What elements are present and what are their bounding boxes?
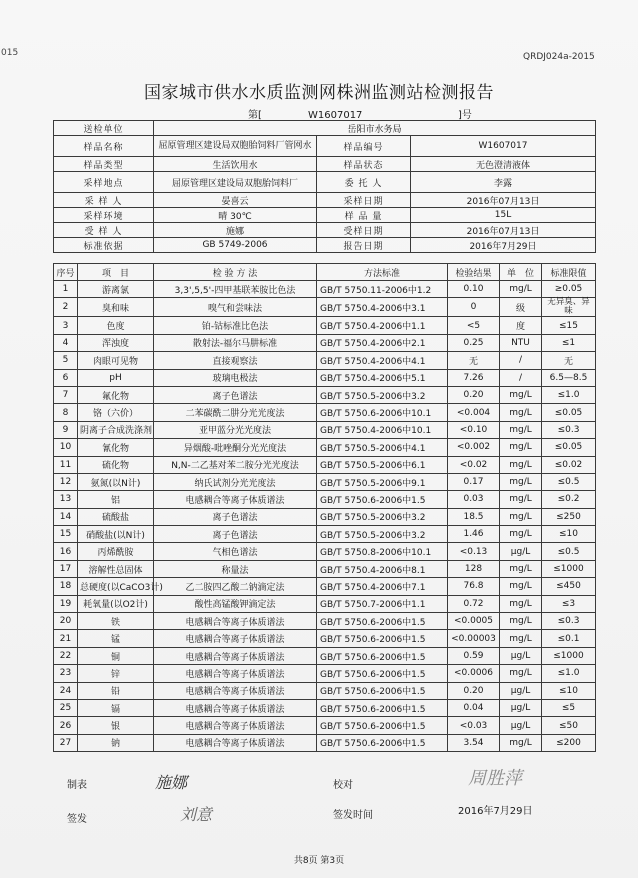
row-std: GB/T 5750.4-2006中8.1 <box>317 560 448 577</box>
table-row <box>54 682 596 699</box>
table-row <box>54 595 596 612</box>
row-unit: mg/L <box>500 595 542 612</box>
report-title: 国家城市供水水质监测网株洲监测站检测报告 <box>144 83 494 103</box>
row-result: <0.0006 <box>448 665 500 682</box>
table-row <box>54 456 596 473</box>
row-limit: ≤1 <box>542 334 596 351</box>
sampler-value: 晏喜云 <box>154 193 317 208</box>
row-limit: ≤0.1 <box>542 630 596 647</box>
sample-name-label: 样品名称 <box>54 136 154 157</box>
table-row <box>54 491 596 508</box>
row-limit: 无异臭、异味 <box>542 298 596 317</box>
header-limit: 标准限值 <box>542 264 596 281</box>
row-no: 3 <box>54 317 78 334</box>
row-item: 铝 <box>78 491 154 508</box>
prepared-signature: 施娜 <box>155 773 188 792</box>
env-value: 晴 30℃ <box>154 208 317 223</box>
table-row <box>54 630 596 647</box>
table-row <box>54 613 596 630</box>
row-unit: mg/L <box>500 404 542 421</box>
row-method: 电感耦合等离子体质谱法 <box>154 699 317 716</box>
row-limit: ≤450 <box>542 578 596 595</box>
row-method: 离子色谱法 <box>154 526 317 543</box>
row-no: 8 <box>54 404 78 421</box>
row-no: 22 <box>54 647 78 664</box>
table-row <box>54 526 596 543</box>
row-limit: 无 <box>542 352 596 369</box>
row-std: GB/T 5750.6-2006中1.5 <box>317 613 448 630</box>
row-method: 电感耦合等离子体质谱法 <box>154 717 317 734</box>
row-result: 128 <box>448 560 500 577</box>
row-item: 丙烯酰胺 <box>78 543 154 560</box>
row-unit: mg/L <box>500 456 542 473</box>
row-limit: ≤0.02 <box>542 456 596 473</box>
row-std: GB/T 5750.6-2006中1.5 <box>317 647 448 664</box>
row-item: 镉 <box>78 699 154 716</box>
sample-no-label: 样品编号 <box>317 136 411 157</box>
row-std: GB/T 5750.4-2006中7.1 <box>317 578 448 595</box>
row-no: 26 <box>54 717 78 734</box>
checked-label: 校对 <box>333 780 353 791</box>
row-result: <0.10 <box>448 421 500 438</box>
row-no: 16 <box>54 543 78 560</box>
row-std: GB/T 5750.5-2006中3.2 <box>317 526 448 543</box>
header-std: 方法标准 <box>317 264 448 281</box>
env-label: 采样环境 <box>54 208 154 223</box>
row-method: 乙二胺四乙酸二钠滴定法 <box>154 578 317 595</box>
page-number: 共8页 第3页 <box>293 856 345 866</box>
row-item: 氟化物 <box>78 386 154 403</box>
row-unit: mg/L <box>500 439 542 456</box>
row-unit: / <box>500 369 542 386</box>
row-item: 铅 <box>78 682 154 699</box>
row-std: GB/T 5750.4-2006中2.1 <box>317 334 448 351</box>
row-std: GB/T 5750.4-2006中1.1 <box>317 317 448 334</box>
row-method: 异烟酸-吡唑酮分光光度法 <box>154 439 317 456</box>
reviewed-label: 签发 <box>67 814 87 825</box>
report-number <box>248 106 472 121</box>
row-unit: mg/L <box>500 578 542 595</box>
row-result: 18.5 <box>448 508 500 525</box>
row-method: 电感耦合等离子体质谱法 <box>154 682 317 699</box>
row-limit: ≤1.0 <box>542 386 596 403</box>
sample-state-label: 样品状态 <box>317 157 411 172</box>
qty-label: 样 品 量 <box>317 208 411 223</box>
row-unit: mg/L <box>500 560 542 577</box>
row-std: GB/T 5750.5-2006中6.1 <box>317 456 448 473</box>
row-limit: ≤5 <box>542 699 596 716</box>
row-unit: mg/L <box>500 421 542 438</box>
row-unit: mg/L <box>500 526 542 543</box>
row-std: GB/T 5750.6-2006中1.5 <box>317 734 448 751</box>
row-result: 3.54 <box>448 734 500 751</box>
sample-name-value: 屈原管理区建设局双胞胎饲料厂管网水 <box>154 136 317 157</box>
row-result: 0.20 <box>448 386 500 403</box>
row-unit: mg/L <box>500 665 542 682</box>
row-limit: ≤0.3 <box>542 421 596 438</box>
row-std: GB/T 5750.6-2006中1.5 <box>317 717 448 734</box>
row-item: 氨氮(以N计) <box>78 473 154 490</box>
row-result: <0.002 <box>448 439 500 456</box>
header-result: 检验结果 <box>448 264 500 281</box>
row-limit: ≤0.05 <box>542 404 596 421</box>
row-unit: μg/L <box>500 682 542 699</box>
row-method: 电感耦合等离子体质谱法 <box>154 491 317 508</box>
row-method: N,N-二乙基对苯二胺分光光度法 <box>154 456 317 473</box>
row-item: 总硬度(以CaCO3计) <box>78 578 154 595</box>
row-item: 肉眼可见物 <box>78 352 154 369</box>
row-unit: μg/L <box>500 717 542 734</box>
header-item: 项 目 <box>78 264 154 281</box>
table-row <box>54 421 596 438</box>
row-result: 无 <box>448 352 500 369</box>
row-result: <0.03 <box>448 717 500 734</box>
row-unit: mg/L <box>500 734 542 751</box>
row-result: 0.17 <box>448 473 500 490</box>
table-row <box>54 317 596 334</box>
row-std: GB/T 5750.6-2006中10.1 <box>317 404 448 421</box>
row-result: <0.13 <box>448 543 500 560</box>
row-item: 耗氧量(以O2计) <box>78 595 154 612</box>
table-row <box>54 699 596 716</box>
table-row <box>54 734 596 751</box>
row-method: 电感耦合等离子体质谱法 <box>154 647 317 664</box>
row-no: 10 <box>54 439 78 456</box>
row-no: 18 <box>54 578 78 595</box>
sample-state-value: 无色澄清液体 <box>411 157 596 172</box>
header-unit: 单 位 <box>500 264 542 281</box>
table-row <box>54 439 596 456</box>
row-result: 0.59 <box>448 647 500 664</box>
sample-type-value: 生活饮用水 <box>154 157 317 172</box>
sample-info-table <box>53 120 596 253</box>
row-unit: 度 <box>500 317 542 334</box>
table-row <box>54 543 596 560</box>
row-method: 电感耦合等离子体质谱法 <box>154 630 317 647</box>
report-date-label: 报告日期 <box>317 238 411 253</box>
row-limit: ≤1000 <box>542 647 596 664</box>
row-no: 21 <box>54 630 78 647</box>
row-item: 铁 <box>78 613 154 630</box>
row-item: pH <box>78 369 154 386</box>
row-item: 钠 <box>78 734 154 751</box>
table-row <box>54 578 596 595</box>
row-std: GB/T 5750.8-2006中10.1 <box>317 543 448 560</box>
receive-date-value: 2016年07月13日 <box>411 223 596 238</box>
row-result: <0.0005 <box>448 613 500 630</box>
row-no: 13 <box>54 491 78 508</box>
report-date-value: 2016年7月29日 <box>411 238 596 253</box>
row-std: GB/T 5750.6-2006中1.5 <box>317 665 448 682</box>
row-result: <5 <box>448 317 500 334</box>
row-no: 12 <box>54 473 78 490</box>
client-value: 李露 <box>411 172 596 193</box>
row-no: 23 <box>54 665 78 682</box>
receiver-value: 施娜 <box>154 223 317 238</box>
row-result: 0 <box>448 298 500 317</box>
row-limit: ≤0.5 <box>542 473 596 490</box>
row-limit: ≤0.2 <box>542 491 596 508</box>
row-std: GB/T 5750.5-2006中4.1 <box>317 439 448 456</box>
row-no: 27 <box>54 734 78 751</box>
site-value: 屈原管理区建设局双胞胎饲料厂 <box>154 172 317 193</box>
row-unit: mg/L <box>500 491 542 508</box>
row-method: 亚甲蓝分光光度法 <box>154 421 317 438</box>
row-method: 电感耦合等离子体质谱法 <box>154 734 317 751</box>
row-no: 5 <box>54 352 78 369</box>
row-limit: 6.5—8.5 <box>542 369 596 386</box>
header-method: 检 验 方 法 <box>154 264 317 281</box>
client-label: 委 托 人 <box>317 172 411 193</box>
row-no: 15 <box>54 526 78 543</box>
row-limit: ≤10 <box>542 526 596 543</box>
table-row <box>54 281 596 298</box>
row-item: 游离氯 <box>78 281 154 298</box>
row-method: 嗅气和尝味法 <box>154 298 317 317</box>
row-unit: μg/L <box>500 647 542 664</box>
row-limit: ≤0.5 <box>542 543 596 560</box>
row-std: GB/T 5750.6-2006中1.5 <box>317 699 448 716</box>
row-limit: ≤0.3 <box>542 613 596 630</box>
row-method: 电感耦合等离子体质谱法 <box>154 613 317 630</box>
row-std: GB/T 5750.4-2006中4.1 <box>317 352 448 369</box>
row-item: 锌 <box>78 665 154 682</box>
row-limit: ≤3 <box>542 595 596 612</box>
row-no: 4 <box>54 334 78 351</box>
row-std: GB/T 5750.5-2006中3.2 <box>317 508 448 525</box>
row-item: 浑浊度 <box>78 334 154 351</box>
table-row <box>54 473 596 490</box>
row-limit: ≤10 <box>542 682 596 699</box>
row-method: 散射法-福尔马肼标准 <box>154 334 317 351</box>
row-item: 阴离子合成洗涤剂 <box>78 421 154 438</box>
prepared-label: 制表 <box>67 780 87 791</box>
row-unit: mg/L <box>500 508 542 525</box>
row-limit: ≥0.05 <box>542 281 596 298</box>
row-unit: NTU <box>500 334 542 351</box>
row-std: GB/T 5750.4-2006中5.1 <box>317 369 448 386</box>
form-code: QRDJ024a-2015 <box>523 52 595 62</box>
table-row <box>54 352 596 369</box>
row-method: 离子色谱法 <box>154 508 317 525</box>
sample-date-label: 采样日期 <box>317 193 411 208</box>
row-result: 0.04 <box>448 699 500 716</box>
receive-date-label: 受样日期 <box>317 223 411 238</box>
row-unit: mg/L <box>500 630 542 647</box>
table-row <box>54 665 596 682</box>
row-limit: ≤250 <box>542 508 596 525</box>
row-method: 气相色谱法 <box>154 543 317 560</box>
row-std: GB/T 5750.7-2006中1.1 <box>317 595 448 612</box>
row-result: 0.25 <box>448 334 500 351</box>
row-limit: ≤1000 <box>542 560 596 577</box>
row-unit: mg/L <box>500 281 542 298</box>
row-limit: ≤50 <box>542 717 596 734</box>
row-no: 9 <box>54 421 78 438</box>
row-item: 臭和味 <box>78 298 154 317</box>
row-item: 溶解性总固体 <box>78 560 154 577</box>
table-row <box>54 508 596 525</box>
row-no: 14 <box>54 508 78 525</box>
table-row <box>54 334 596 351</box>
row-item: 色度 <box>78 317 154 334</box>
row-result: 0.20 <box>448 682 500 699</box>
results-header-row <box>54 264 596 281</box>
criteria-label: 标准依据 <box>54 238 154 253</box>
row-std: GB/T 5750.4-2006中10.1 <box>317 421 448 438</box>
checked-signature: 周胜萍 <box>468 768 522 789</box>
reviewed-signature: 刘意 <box>180 805 213 824</box>
row-item: 氰化物 <box>78 439 154 456</box>
row-no: 20 <box>54 613 78 630</box>
table-row <box>54 369 596 386</box>
row-limit: ≤200 <box>542 734 596 751</box>
row-no: 24 <box>54 682 78 699</box>
report-number-prefix: 第[ <box>248 110 262 121</box>
row-item: 硫酸盐 <box>78 508 154 525</box>
row-method: 称量法 <box>154 560 317 577</box>
row-no: 7 <box>54 386 78 403</box>
row-limit: ≤0.05 <box>542 439 596 456</box>
row-result: <0.00003 <box>448 630 500 647</box>
table-row <box>54 647 596 664</box>
table-row <box>54 404 596 421</box>
row-std: GB/T 5750.6-2006中1.5 <box>317 682 448 699</box>
row-limit: ≤15 <box>542 317 596 334</box>
row-unit: 级 <box>500 298 542 317</box>
table-row <box>54 386 596 403</box>
row-no: 17 <box>54 560 78 577</box>
row-result: <0.004 <box>448 404 500 421</box>
row-no: 6 <box>54 369 78 386</box>
header-no: 序号 <box>54 264 78 281</box>
row-item: 锰 <box>78 630 154 647</box>
row-result: <0.02 <box>448 456 500 473</box>
row-method: 酸性高锰酸钾滴定法 <box>154 595 317 612</box>
row-no: 19 <box>54 595 78 612</box>
results-table <box>53 263 596 752</box>
sample-type-label: 样品类型 <box>54 157 154 172</box>
table-row <box>54 560 596 577</box>
site-label: 采样地点 <box>54 172 154 193</box>
row-result: 0.03 <box>448 491 500 508</box>
row-result: 0.10 <box>448 281 500 298</box>
row-item: 铬（六价） <box>78 404 154 421</box>
send-unit-value: 岳阳市水务局 <box>154 121 596 136</box>
row-method: 玻璃电极法 <box>154 369 317 386</box>
row-no: 11 <box>54 456 78 473</box>
issue-date-value: 2016年7月29日 <box>458 806 533 817</box>
row-method: 电感耦合等离子体质谱法 <box>154 665 317 682</box>
row-std: GB/T 5750.4-2006中3.1 <box>317 298 448 317</box>
row-result: 1.46 <box>448 526 500 543</box>
receiver-label: 受 样 人 <box>54 223 154 238</box>
row-unit: mg/L <box>500 613 542 630</box>
table-row <box>54 298 596 317</box>
sample-no-value: W1607017 <box>411 136 596 157</box>
row-std: GB/T 5750.6-2006中1.5 <box>317 630 448 647</box>
criteria-value: GB 5749-2006 <box>154 238 317 253</box>
issue-date-label: 签发时间 <box>333 810 373 821</box>
row-unit: μg/L <box>500 543 542 560</box>
row-method: 二苯碳酰二肼分光光度法 <box>154 404 317 421</box>
report-number-value: W1607017 <box>308 110 363 121</box>
row-unit: mg/L <box>500 473 542 490</box>
row-result: 0.72 <box>448 595 500 612</box>
row-item: 硫化物 <box>78 456 154 473</box>
send-unit-label: 送检单位 <box>54 121 154 136</box>
row-std: GB/T 5750.11-2006中1.2 <box>317 281 448 298</box>
row-std: GB/T 5750.5-2006中9.1 <box>317 473 448 490</box>
row-unit: / <box>500 352 542 369</box>
qty-value: 15L <box>411 208 596 223</box>
row-limit: ≤1.0 <box>542 665 596 682</box>
row-method: 铂-钴标准比色法 <box>154 317 317 334</box>
row-item: 银 <box>78 717 154 734</box>
row-item: 铜 <box>78 647 154 664</box>
row-method: 3,3',5,5'-四甲基联苯胺比色法 <box>154 281 317 298</box>
sampler-label: 采 样 人 <box>54 193 154 208</box>
report-number-suffix: ]号 <box>458 110 472 121</box>
sample-date-value: 2016年07月13日 <box>411 193 596 208</box>
row-no: 25 <box>54 699 78 716</box>
row-unit: mg/L <box>500 386 542 403</box>
row-no: 2 <box>54 298 78 317</box>
row-method: 离子色谱法 <box>154 386 317 403</box>
row-unit: μg/L <box>500 699 542 716</box>
row-method: 直接观察法 <box>154 352 317 369</box>
table-row <box>54 717 596 734</box>
row-result: 7.26 <box>448 369 500 386</box>
row-std: GB/T 5750.5-2006中3.2 <box>317 386 448 403</box>
row-std: GB/T 5750.6-2006中1.5 <box>317 491 448 508</box>
row-method: 纳氏试剂分光光度法 <box>154 473 317 490</box>
corner-mark: 015 <box>1 48 19 58</box>
row-item: 硝酸盐(以N计) <box>78 526 154 543</box>
row-result: 76.8 <box>448 578 500 595</box>
row-no: 1 <box>54 281 78 298</box>
